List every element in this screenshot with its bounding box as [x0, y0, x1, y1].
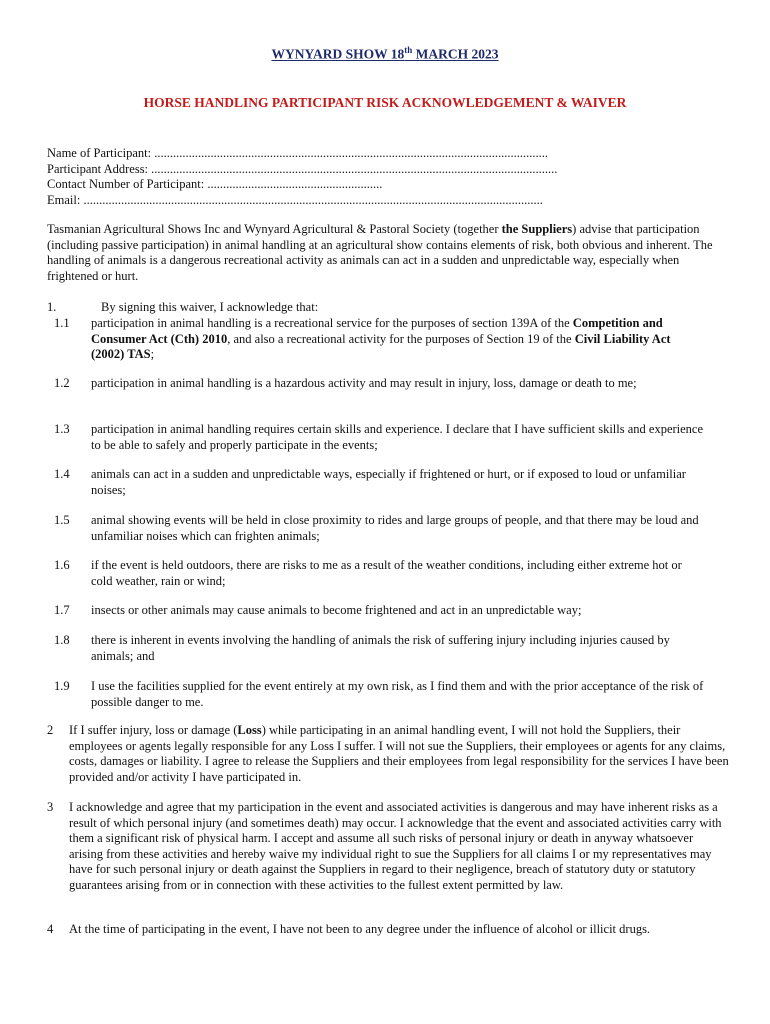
section-number: 3 [47, 800, 54, 814]
clause-number: 1.2 [54, 376, 70, 390]
clause-number: 1.4 [54, 467, 70, 481]
document-subtitle: HORSE HANDLING PARTICIPANT RISK ACKNOWLEDGEMENT & WAIVER [143, 95, 627, 110]
section-text: I acknowledge and agree that my participation in the event and associated activities is dangerous and may have inherent risks as a result of which personal injury (and sometimes death) may occur. I acknowledge that the event and associated activities carry with them a significant risk of physical harm. I accept and assume all such risks of personal injury or death in anyway whatsoever arising from these activities and hereby waive my individual right to sue the Suppliers for all claims I or my representatives may have for such personal injury or death against the Suppliers in regard to their negligence, breach of statutory duty or statutory guarantees arising from or in connection with these activities to the fullest extent permitted by law. [69, 800, 722, 892]
intro-text-a: Tasmanian Agricultural Shows Inc and Wynyard Agricultural & Pastoral Society (together [47, 222, 502, 236]
intro-text-c: ) advise that participation (including passive participation) in animal handling at an agricultural show contains elements of risk, both obvious and inherent. The handling of animals is a dangerous recreational activity as animals can act in a sudden and unpredictable way, especially when frightened or hurt. [47, 222, 713, 283]
clause-number: 1.6 [54, 558, 70, 572]
clause-text-a: participation in animal handling is a recreational service for the purposes of section 139A of the [91, 316, 573, 330]
clause-text-e: ; [150, 347, 155, 361]
clause-text: participation in animal handling requires certain skills and experience. I declare that I have sufficient skills and experience to be able to safely and properly participate in the events; [91, 422, 704, 452]
clause-number: 1.5 [54, 513, 70, 527]
clause-text: if the event is held outdoors, there are risks to me as a result of the weather conditions, including either extreme hot or cold weather, rain or wind; [91, 558, 682, 588]
clause-number: 1.3 [54, 422, 70, 436]
section-lead: By signing this waiver, I acknowledge that: [101, 300, 319, 314]
clause-text-c: , and also a recreational activity for the purposes of Section 19 of the [227, 331, 575, 346]
participant-fields [47, 146, 557, 208]
participant-contact-field[interactable]: Contact Number of Participant: ........................................................ [47, 177, 383, 191]
clause-number: 1.8 [54, 633, 70, 647]
act-name-competition: Competition and Consumer Act (Cth) 2010 [91, 316, 663, 346]
participant-email-field[interactable]: Email: ................................................................................................................................................... [47, 192, 543, 207]
clause-text: animal showing events will be held in close proximity to rides and large groups of people, and that there may be loud and unfamiliar noises which can frighten animals; [91, 513, 699, 543]
title-date: MARCH 2023 [412, 46, 499, 62]
section-number: 2 [47, 723, 54, 737]
section-text [69, 723, 729, 785]
intro-paragraph [47, 222, 727, 284]
page-title [0, 45, 770, 63]
clause-text [91, 316, 706, 363]
clause-text: insects or other animals may cause animals to become frightened and act in an unpredictable way; [91, 603, 582, 617]
participant-name-field[interactable]: Name of Participant: .............................................................................................................................. [47, 146, 549, 160]
clause-number: 1.1 [54, 316, 70, 330]
section-number: 4 [47, 922, 54, 936]
clause-text: participation in animal handling is a hazardous activity and may result in injury, loss, damage or death to me; [91, 376, 637, 390]
section-text: At the time of participating in the event, I have not been to any degree under the influence of alcohol or illicit drugs. [69, 922, 651, 936]
clause-number: 1.9 [54, 679, 70, 693]
section-2-text-c: ) while participating in an animal handling event, I will not hold the Suppliers, their employees or agents legally responsible for any Loss I suffer. I will not sue the Suppliers, their employees or agents for any claims, costs, damages or liability. I agree to release the Suppliers and their employees from legal responsibility for the services I have been provided and/or activity I have participated in. [69, 723, 729, 784]
clause-text: there is inherent in events involving the handling of animals the risk of suffering injury including injuries caused by animals; and [91, 633, 670, 663]
title-main: WYNYARD SHOW 18 [271, 46, 405, 62]
clause-text: I use the facilities supplied for the event entirely at my own risk, as I find them and with the prior acceptance of the risk of possible danger to me. [91, 679, 704, 709]
section-number: 1. [47, 300, 57, 314]
loss-term: Loss [237, 723, 262, 737]
act-name-civil-liability: Civil Liability Act (2002) TAS [91, 331, 671, 361]
section-2-text-a: If I suffer injury, loss or damage ( [69, 723, 238, 737]
clause-number: 1.7 [54, 603, 70, 617]
participant-address-field[interactable]: Participant Address: .................................................................................................................................. [47, 161, 558, 176]
clause-text: animals can act in a sudden and unpredictable ways, especially if frightened or hurt, or if exposed to loud or unfamiliar noises; [91, 467, 686, 497]
intro-suppliers-term: the Suppliers [501, 222, 573, 236]
title-superscript: th [404, 45, 413, 55]
